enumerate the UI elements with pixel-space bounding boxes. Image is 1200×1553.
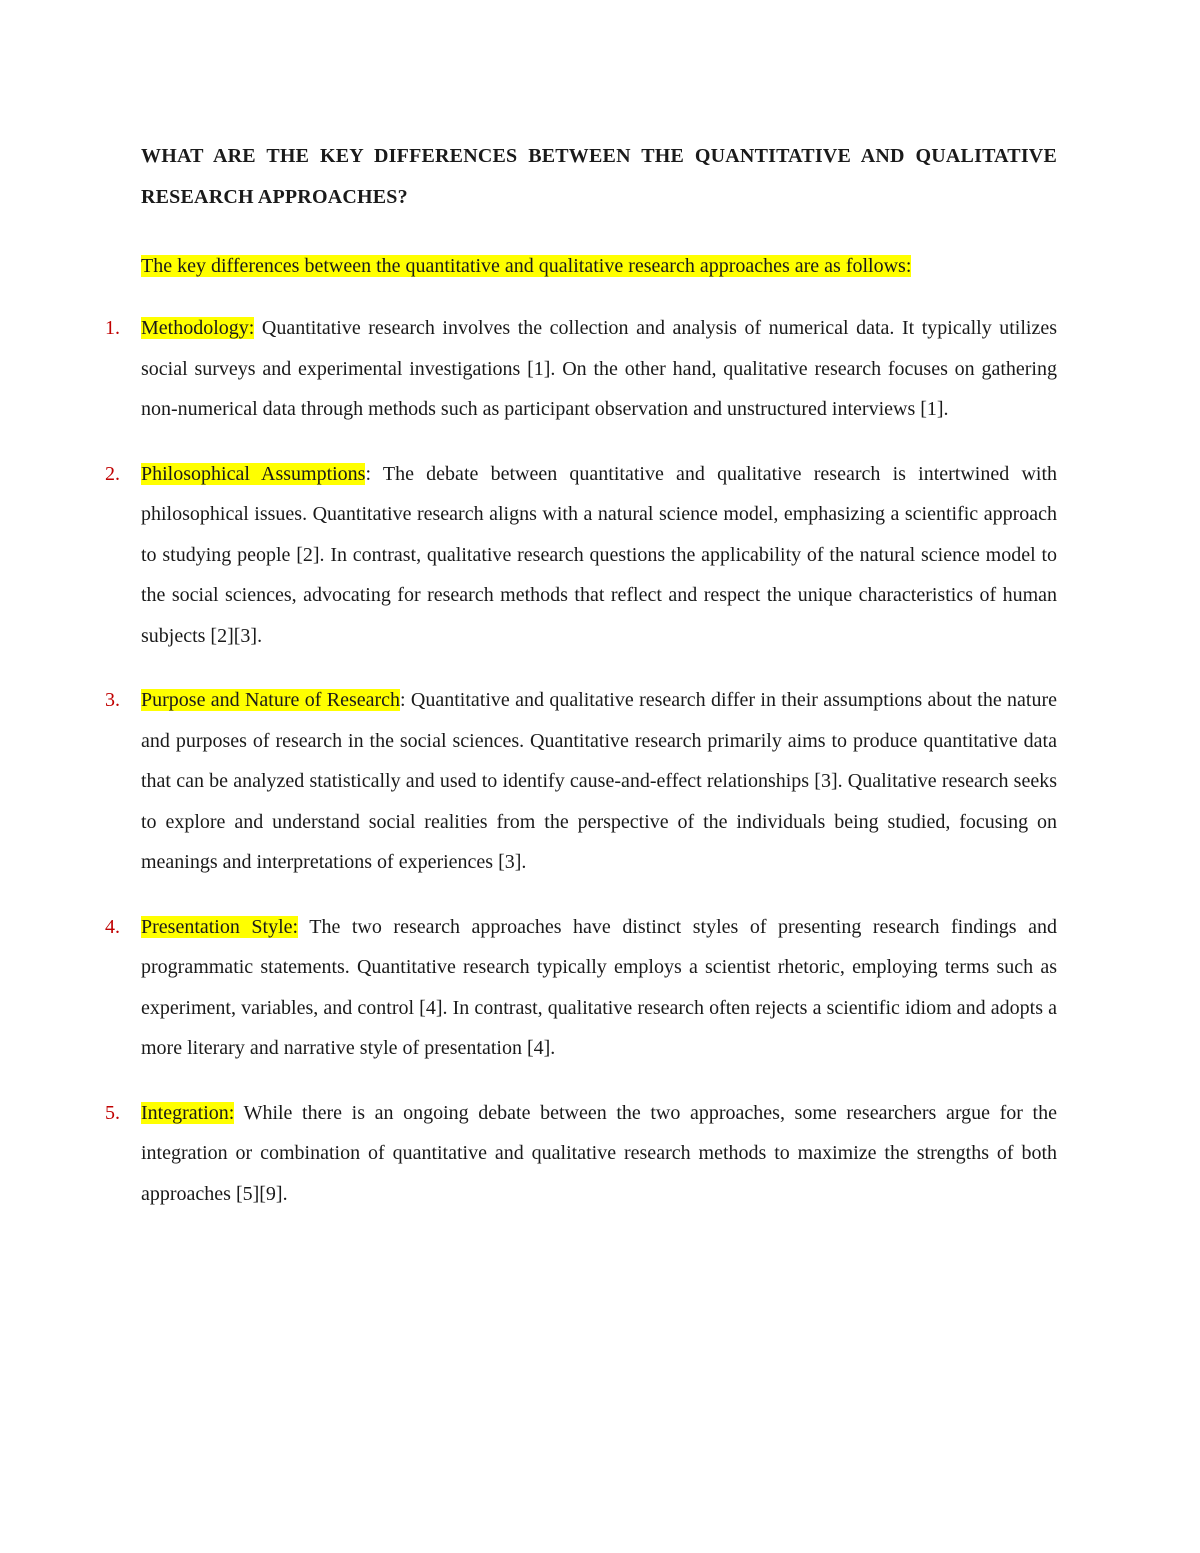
list-item-number: 1. (105, 317, 120, 339)
list-item (105, 1093, 1057, 1215)
list-item-body: : The debate between quantitative and qualitative research is intertwined with philosophical issues. Quantitative research aligns with a natural science model, emphasizing a scientific approach to studying people [2]. In contrast, qualitative research questions the applicability of the natural science model to the social sciences, advocating for research methods that reflect and respect the unique characteristics of human subjects [2][3]. (141, 462, 1058, 647)
list-item-number: 3. (105, 689, 120, 711)
list-item-number: 5. (105, 1101, 120, 1124)
differences-list (105, 308, 1058, 1238)
intro-paragraph (141, 247, 911, 285)
list-item (105, 907, 1057, 1069)
list-item (105, 308, 1057, 430)
list-item-term: Methodology: (141, 317, 255, 339)
list-item-number: 4. (105, 915, 120, 938)
list-item-term: Integration: (141, 1101, 235, 1124)
list-item (105, 454, 1058, 657)
list-item-body: Quantitative research involves the collection and analysis of numerical data. It typically utilizes social surveys and experimental investigations [1]. On the other hand, qualitative research focuses on gathering non-numerical data through methods such as participant observation and unstructured interviews [1]. (141, 317, 1057, 420)
list-item (105, 680, 1058, 883)
list-item-term: Purpose and Nature of Research (141, 689, 401, 711)
list-item-number: 2. (105, 462, 120, 485)
list-item-body: While there is an ongoing debate between the two approaches, some researchers argue for the integration or combination of quantitative and qualitative research methods to maximize the strengths of both approaches [5][9]. (141, 1101, 1057, 1205)
list-item-term: Philosophical Assumptions (141, 462, 366, 485)
list-item-body: : Quantitative and qualitative research differ in their assumptions about the nature and purposes of research in the social sciences. Quantitative research primarily aims to produce quantitative data that can be analyzed statistically and used to identify cause-and-effect relationships [3]. Qualitative research seeks to explore and understand social realities from the perspective of the individuals being studied, focusing on meanings and interpretations of experiences [3]. (141, 689, 1058, 873)
list-item-body: The two research approaches have distinct styles of presenting research findings and programmatic statements. Quantitative research typically employs a scientist rhetoric, employing terms such as experiment, variables, and control [4]. In contrast, qualitative research often rejects a scientific idiom and adopts a more literary and narrative style of presentation [4]. (141, 915, 1057, 1059)
list-item-term: Presentation Style: (141, 915, 299, 938)
intro-text: The key differences between the quantitative and qualitative research approaches are as follows: (141, 255, 912, 277)
page-title: WHAT ARE THE KEY DIFFERENCES BETWEEN THE QUANTITATIVE AND QUALITATIVE RESEARCH APPROACHES? (141, 145, 1057, 208)
